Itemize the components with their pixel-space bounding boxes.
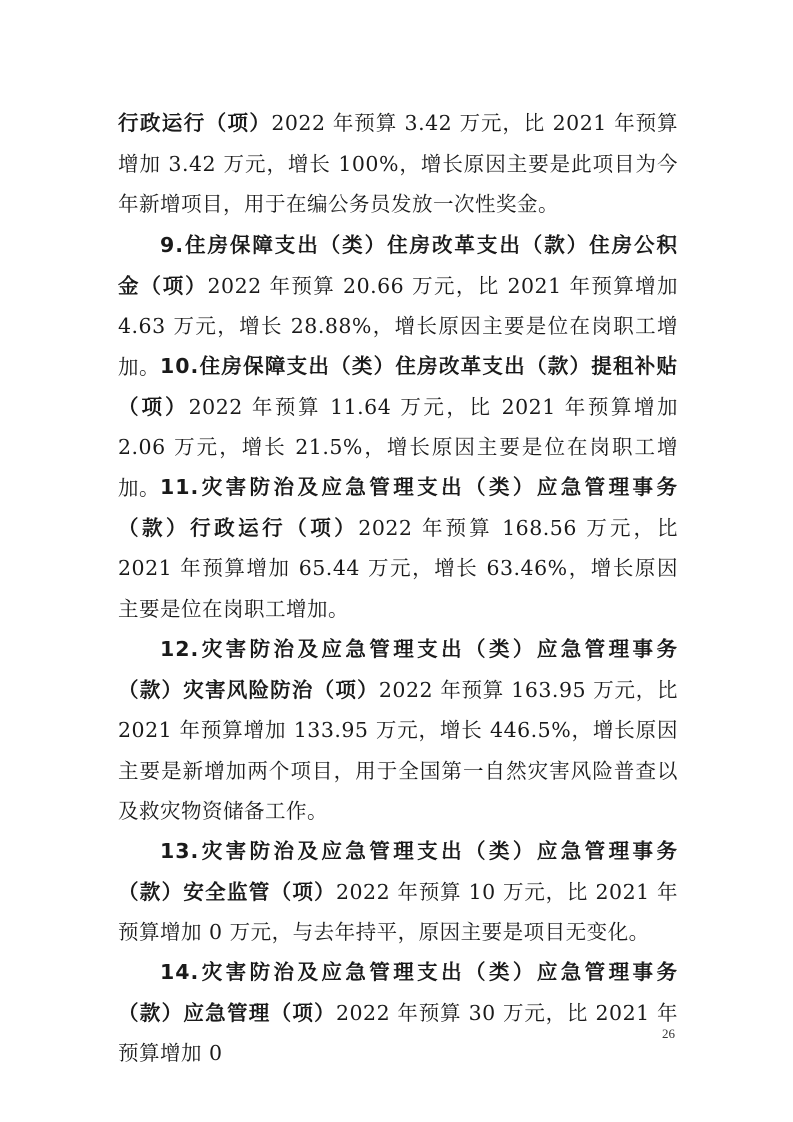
paragraph-admin-operation-continued — [118, 103, 678, 225]
paragraph-item-12 — [118, 629, 678, 832]
paragraph-heading: 9.住房保障支出（类）住房改革支出（款）住房公积金（项） — [118, 233, 678, 298]
paragraph-body: 2022 年预算 163.95 万元，比 2021 年预算增加 133.95 万元，增长 446.5%，增长原因主要是新增加两个项目，用于全国第一自然灾害风险普查以及救灾物资储备工作。 — [118, 677, 679, 823]
paragraph-heading: 10.住房保障支出（类）住房改革支出（款）提租补贴（项） — [118, 354, 678, 419]
paragraph-item-11 — [118, 467, 678, 629]
paragraph-body: 2022 年预算 10 万元，比 2021 年预算增加 0 万元，与去年持平，原因主要是项目无变化。 — [118, 879, 678, 944]
paragraph-body: 2022 年预算 168.56 万元，比 2021 年预算增加 65.44 万元，增长 63.46%，增长原因主要是位在岗职工增加。 — [118, 515, 679, 621]
paragraph-heading: 行政运行（项） — [118, 111, 272, 135]
paragraph-heading: 14.灾害防治及应急管理支出（类）应急管理事务（款）应急管理（项） — [118, 960, 678, 1025]
paragraph-body: 2022 年预算 3.42 万元，比 2021 年预算增加 3.42 万元，增长 100%，增长原因主要是此项目为今年新增项目，用于在编公务员发放一次性奖金。 — [118, 111, 678, 216]
paragraph-body: 2022 年预算 20.66 万元，比 2021 年预算增加 4.63 万元，增长 28.88%，增长原因主要是位在岗职工增加。 — [118, 273, 678, 379]
page-number: 26 — [662, 1026, 675, 1041]
paragraph-heading: 11.灾害防治及应急管理支出（类）应急管理事务（款）行政运行（项） — [118, 475, 678, 540]
paragraph-heading: 12.灾害防治及应急管理支出（类）应急管理事务（款）灾害风险防治（项） — [118, 637, 678, 702]
paragraph-item-14 — [118, 952, 678, 1074]
paragraph-body: 2022 年预算 11.64 万元，比 2021 年预算增加 2.06 万元，增长 21.5%，增长原因主要是位在岗职工增加。 — [118, 394, 678, 500]
paragraph-body: 2022 年预算 30 万元，比 2021 年预算增加 0 — [118, 1000, 678, 1065]
paragraph-item-13 — [118, 831, 678, 953]
paragraph-heading: 13.灾害防治及应急管理支出（类）应急管理事务（款）安全监管（项） — [118, 839, 678, 904]
